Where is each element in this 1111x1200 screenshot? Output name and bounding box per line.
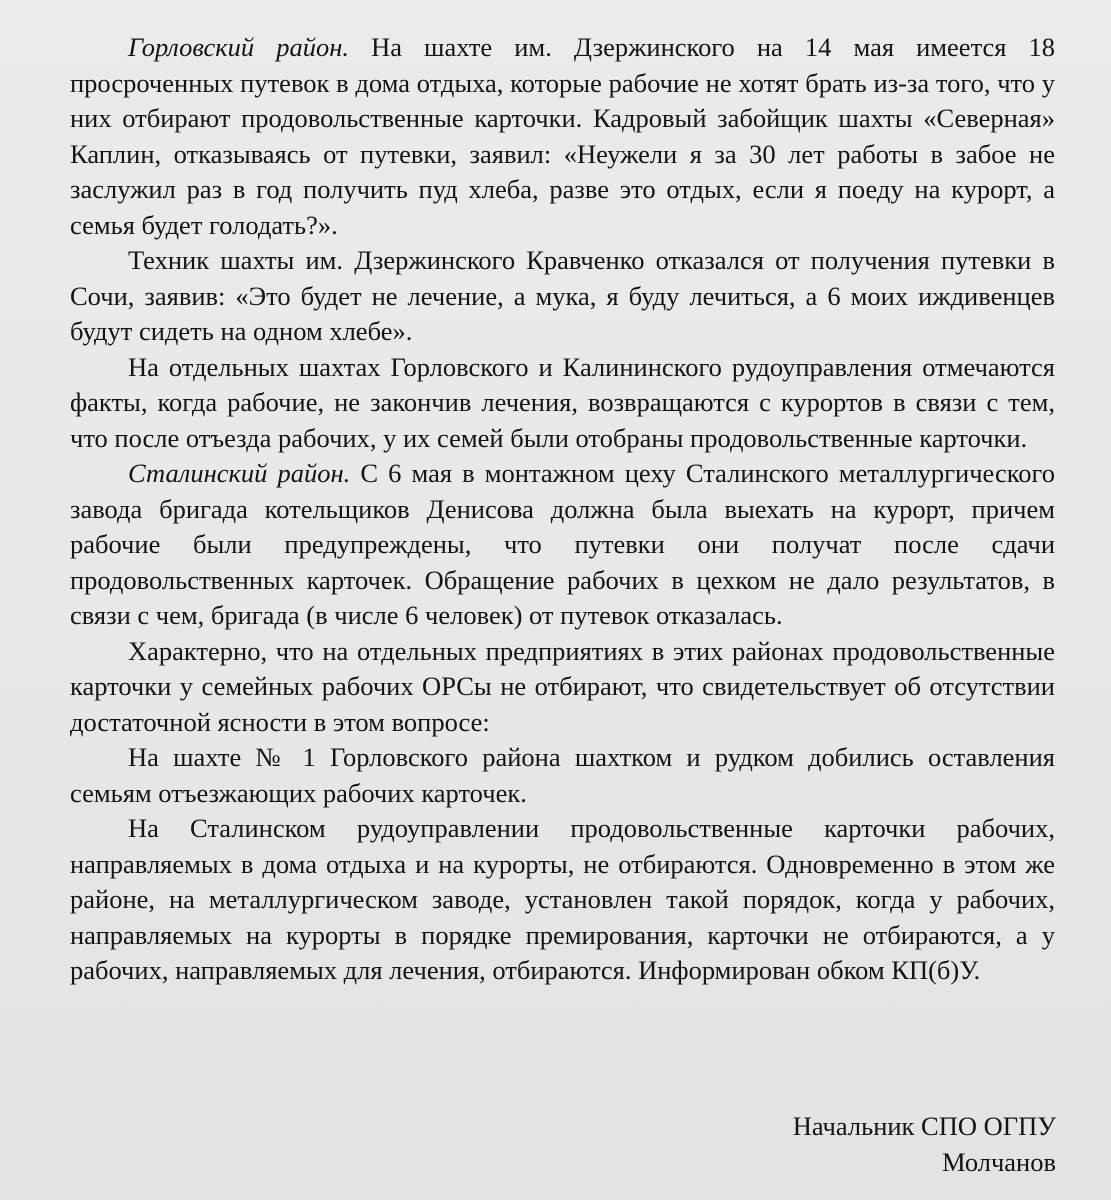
paragraph-4 [70, 456, 1055, 634]
paragraph-1-text: На шахте им. Дзержинского на 14 мая имеется 18 просроченных путевок в дома отдыха, которые рабочие не хотят брать из-за того, что у них отбирают продовольственные карточки. Кадровый забойщик шахты «Северная» Каплин, отказываясь от путевки, заявил: «Неужели я за 30 лет работы в забое не заслужил раз в год получить пуд хлеба, разве это отдых, если я поеду на курорт, а семья будет голодать?». [70, 32, 1056, 240]
paragraph-1-lead: Горловский район. [128, 32, 349, 62]
paragraph-1 [70, 30, 1055, 243]
paragraph-3-text: На отдельных шахтах Горловского и Калининского рудоуправления отмечаются факты, когда рабочие, не закончив лечения, возвращаются с курортов в связи с тем, что после отъезда рабочих, у их семей были отобраны продовольственные карточки. [70, 351, 1055, 453]
paragraph-7-text: На Сталинском рудоуправлении продовольственные карточки рабочих, направляемых в дома отдыха и на курорты, не отбираются. Одновременно в этом же районе, на металлургическом заводе, установлен такой порядок, когда у рабочих, направляемых на курорты в порядке премирования, карточки не отбираются, а у рабочих, направляемых для лечения, отбираются. Информирован обком КП(б)У. [70, 813, 1055, 985]
paragraph-6 [70, 740, 1055, 811]
paragraph-7 [70, 811, 1055, 989]
paragraph-5 [70, 634, 1055, 741]
signature-title: Начальник СПО ОГПУ [792, 1111, 1056, 1141]
paragraph-2-text: Техник шахты им. Дзержинского Кравченко отказался от получения путевки в Сочи, заявив: «Это будет не лечение, а мука, я буду лечиться, а 6 моих иждивенцев будут сидеть на одном хлебе». [70, 245, 1055, 346]
signature-name: Молчанов [941, 1147, 1056, 1177]
paragraph-6-text: На шахте № 1 Горловского района шахтком и рудком добились оставления семьям отъезжающих рабочих карточек. [70, 742, 1055, 808]
signature-block [793, 1108, 1056, 1180]
paragraph-5-text: Характерно, что на отдельных предприятиях в этих районах продовольственные карточки у семейных рабочих ОРСы не отбирают, что свидетельствует об отсутствии достаточной ясности в этом вопросе: [70, 635, 1055, 737]
paragraph-2 [70, 243, 1055, 350]
paragraph-4-text: С 6 мая в монтажном цеху Сталинского металлургического завода бригада котельщиков Денисова должна была выехать на курорт, причем рабочие были предупреждены, что путевки они получат после сдачи продовольственных карточек. Обращение рабочих в цехком не дало результатов, в связи с чем, бригада (в числе 6 человек) от путевок отказалась. [70, 458, 1055, 630]
body-text [70, 30, 1055, 989]
paragraph-3 [70, 350, 1055, 457]
paragraph-4-lead: Сталинский район. [128, 458, 351, 488]
